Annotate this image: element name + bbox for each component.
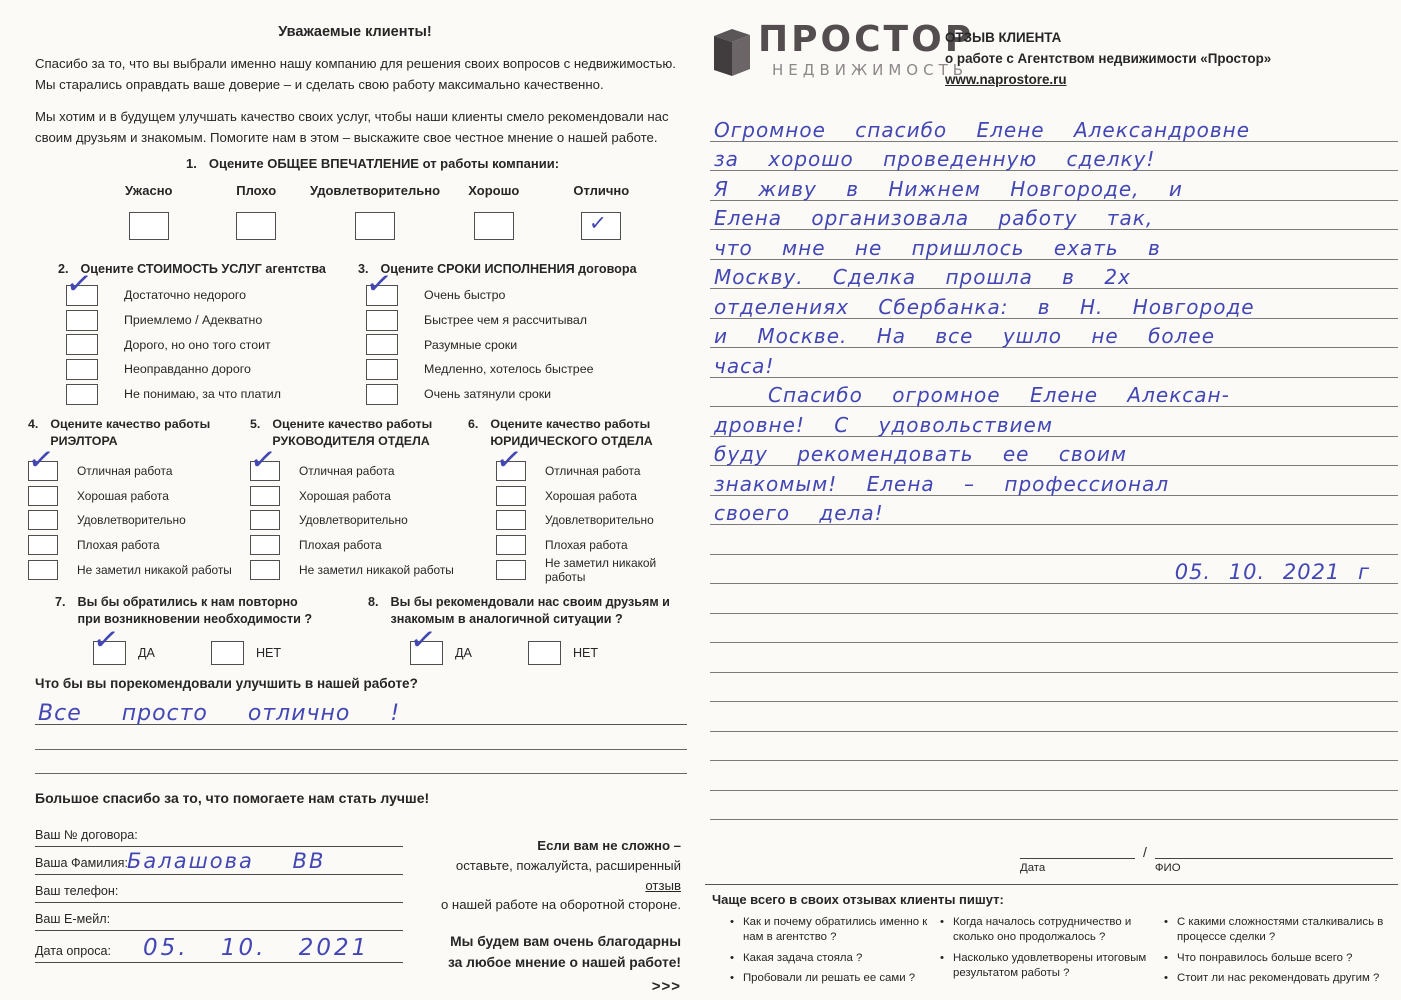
handwritten-line: часа!: [714, 353, 775, 378]
q6-title2: ЮРИДИЧЕСКОГО ОТДЕЛА: [490, 433, 653, 448]
q4-number: 4.: [28, 417, 39, 431]
q1-number: 1.: [186, 156, 197, 171]
ruled-line: [710, 407, 1398, 437]
option-label: Очень быстро: [424, 288, 506, 303]
q2-block: [58, 261, 358, 406]
greeting-title: Уважаемые клиенты!: [278, 24, 432, 40]
q1-option: [95, 183, 202, 240]
option-row: [28, 533, 240, 558]
field-label: Ваш Е-мейл:: [35, 912, 111, 926]
checkbox[interactable]: [366, 334, 398, 355]
ruled-line: [710, 112, 1398, 142]
checkbox[interactable]: [355, 212, 395, 240]
ruled-line: [710, 171, 1398, 201]
q2-title: Оцените СТОИМОСТЬ УСЛУГ агентства: [80, 262, 326, 276]
aside-line1: Если вам не сложно –: [537, 838, 681, 853]
checkbox[interactable]: [366, 359, 398, 380]
aside-thanks1: Мы будем вам очень благодарны: [450, 934, 681, 950]
logo-subtitle: НЕДВИЖИМОСТЬ: [772, 61, 969, 79]
q1-option-label: Плохо: [236, 183, 277, 198]
option-label: ДА: [138, 646, 155, 660]
q2-number: 2.: [58, 262, 69, 276]
checkbox[interactable]: [129, 212, 169, 240]
intro-paragraph-1: Спасибо за то, что вы выбрали именно нашу компанию для решения своих вопросов с недвижимостью. Мы старались оправдать ваше доверие – и сделать свою работу максимально качественно.: [35, 56, 676, 93]
checkbox[interactable]: [250, 510, 280, 530]
option-label: Дорого, но оно того стоит: [124, 337, 271, 352]
q8-options: [410, 641, 688, 665]
checkbox[interactable]: [250, 486, 280, 506]
option-label: Медленно, хотелось быстрее: [424, 362, 594, 377]
footer-hint: • Какая задача стояла ?: [728, 951, 930, 966]
option-label: Неоправданно дорого: [124, 362, 251, 377]
signature-date-line[interactable]: [1020, 840, 1135, 859]
field-label: Ваш № договора:: [35, 828, 138, 842]
q2-heading: [58, 261, 358, 278]
footer-hint: • Что понравилось больше всего ?: [1162, 951, 1387, 966]
q5-options: [250, 458, 464, 581]
q7-title: Вы бы обратились к нам повторно: [77, 595, 298, 609]
field-label: Ваш телефон:: [35, 884, 119, 898]
q7-title2: при возникновении необходимости ?: [77, 612, 313, 626]
option-row: [496, 557, 688, 582]
checkbox[interactable]: [474, 212, 514, 240]
option-label: Хорошая работа: [545, 488, 637, 503]
checkbox[interactable]: [236, 212, 276, 240]
q1-options: [95, 183, 655, 240]
q1-option-label: Ужасно: [124, 183, 173, 198]
footer-hint: • Стоит ли нас рекомендовать другим ?: [1162, 971, 1387, 986]
option-row: [250, 458, 464, 483]
aside-line2-text: оставьте, пожалуйста, расширенный: [455, 857, 681, 873]
ruled-line: [710, 466, 1398, 496]
q8-title2: знакомым в аналогичной ситуации ?: [390, 612, 623, 626]
checkbox[interactable]: [366, 384, 398, 405]
q5-block: [250, 416, 464, 582]
checkbox[interactable]: [581, 212, 621, 240]
ruled-line: [35, 725, 687, 750]
q4-block: [28, 416, 240, 582]
option-row: [366, 283, 668, 308]
checkbox[interactable]: [250, 535, 280, 555]
option-label: Очень затянули сроки: [424, 387, 552, 402]
option-label: Удовлетворительно: [299, 513, 408, 528]
q1-option: [440, 183, 547, 240]
q8-title: Вы бы рекомендовали нас своим друзьям и: [390, 595, 670, 609]
q1-heading: [186, 155, 559, 173]
q4-heading: [28, 416, 240, 449]
ruled-line: [710, 260, 1398, 290]
field-row: [35, 820, 403, 847]
option-label: Плохая работа: [299, 537, 382, 552]
handwritten-line: Я живу в Нижнем Новгороде, и: [714, 176, 1183, 201]
ruled-line: [710, 643, 1398, 673]
handwritten-line: и Москве. На все ушло не более: [714, 324, 1216, 348]
logo-cube-icon: [712, 22, 752, 83]
ruled-line: [35, 750, 687, 774]
field-row: [35, 847, 403, 875]
option-row: [250, 483, 464, 508]
thanks-line: Большое спасибо за то, что помогаете нам стать лучше!: [35, 790, 430, 806]
handwritten-answer: Все просто отлично !: [38, 701, 401, 726]
ruled-line: [710, 525, 1398, 555]
option-row: [66, 283, 358, 308]
ruled-line: [710, 702, 1398, 732]
q1-option-label: Удовлетворительно: [309, 183, 441, 198]
q5-title: Оцените качество работы: [272, 417, 433, 431]
handwritten-line: знакомым! Елена – профессионал: [714, 471, 1170, 496]
field-label: Дата опроса:: [35, 944, 112, 958]
handwritten-date: 05. 10. 2021 г: [1174, 560, 1370, 584]
footer-column-2: [938, 915, 1156, 986]
aside-thanks2: за любое мнение о нашей работе!: [447, 954, 681, 970]
footer-title: Чаще всего в своих отзывах клиенты пишут:: [712, 892, 1004, 907]
option-row: [28, 483, 240, 508]
handwritten-line: Москву. Сделка прошла в 2х: [714, 265, 1131, 289]
handwritten-line: своего дела!: [714, 501, 884, 525]
option-label: Хорошая работа: [299, 488, 391, 503]
footer-column-3: [1162, 915, 1387, 991]
q6-options: [496, 458, 688, 584]
option-row: [66, 357, 358, 382]
option-label: Не понимаю, за что платил: [124, 387, 281, 402]
intro-paragraph-2: Мы хотим и в будущем улучшать качество своих услуг, чтобы наши клиенты смело рекомендовали нас своим друзьям и знакомым. Помогите нам в этом – выскажите свое честное мнение о нашей работе.: [35, 109, 669, 146]
checkbox[interactable]: [366, 310, 398, 331]
field-row: [35, 903, 403, 931]
field-label: Ваша Фамилия:: [35, 856, 128, 870]
checkbox[interactable]: [496, 486, 526, 506]
field-row: [35, 931, 403, 963]
ruled-line: [710, 584, 1398, 614]
q3-title: Оцените СРОКИ ИСПОЛНЕНИЯ договора: [380, 262, 637, 276]
footer-hint: • Когда началось сотрудничество и сколько оно продолжалось ?: [938, 915, 1156, 946]
option-label: Отличная работа: [299, 463, 395, 478]
signature-date: [1020, 840, 1135, 874]
handwritten-line: Елена организовала работу так,: [714, 206, 1154, 230]
option-label: Плохая работа: [77, 537, 160, 552]
option-label: Плохая работа: [545, 537, 628, 552]
handwritten-line: отделениях Сбербанка: в Н. Новгороде: [714, 294, 1255, 319]
footer-divider: [705, 884, 1398, 885]
q7-block: [55, 594, 355, 665]
option-row: [28, 458, 240, 483]
ruled-line: [710, 289, 1398, 319]
ruled-line: [710, 732, 1398, 762]
aside-review-link[interactable]: отзыв: [645, 877, 681, 893]
q7-options: [93, 641, 355, 665]
ruled-line: [710, 142, 1398, 172]
improve-answer-lines: [35, 697, 687, 774]
checkbox[interactable]: [66, 359, 98, 380]
option-row: [366, 357, 668, 382]
checkbox[interactable]: [496, 560, 526, 580]
ruled-line: [710, 319, 1398, 349]
q3-block: [358, 261, 668, 406]
footer-column-1: [728, 915, 930, 991]
option-row: [66, 382, 358, 407]
q6-block: [468, 416, 688, 582]
option-row: [250, 508, 464, 533]
option-row: [496, 508, 688, 533]
ruled-line: [710, 496, 1398, 526]
signature-name: [1155, 840, 1393, 874]
checkbox[interactable]: [66, 285, 98, 306]
ruled-line: [710, 201, 1398, 231]
option-row: [496, 533, 688, 558]
option-label: Приемлемо / Адекватно: [124, 313, 263, 328]
q3-heading: [358, 261, 668, 278]
handwritten-line: Спасибо огромное Елене Алексан-: [768, 383, 1230, 407]
checkbox[interactable]: [410, 641, 443, 665]
q8-block: [368, 594, 688, 665]
q7-number: 7.: [55, 595, 66, 609]
signature-separator: /: [1143, 844, 1147, 860]
checkbox[interactable]: [366, 285, 398, 306]
option-label: Удовлетворительно: [545, 513, 654, 528]
checkbox[interactable]: [528, 641, 561, 665]
option-row: [66, 332, 358, 357]
q6-number: 6.: [468, 417, 479, 431]
q1-option-label: Отлично: [573, 183, 630, 198]
handwritten-line: Огромное спасибо Елене Александровне: [714, 117, 1251, 142]
aside-note: [423, 836, 681, 998]
option-label: Удовлетворительно: [77, 513, 186, 528]
q4-title2: РИЭЛТОРА: [50, 433, 118, 448]
q1-title: Оцените ОБЩЕЕ ВПЕЧАТЛЕНИЕ от работы компании:: [208, 156, 560, 171]
q1-option-label: Хорошо: [468, 183, 520, 198]
header-url[interactable]: www.naprostore.ru: [945, 71, 1067, 87]
handwritten-line: дровне! С удовольствием: [714, 412, 1053, 437]
option-row: [250, 557, 464, 582]
option-label: Хорошая работа: [77, 488, 169, 503]
aside-line2: [423, 856, 681, 896]
option-label: Достаточно недорого: [124, 288, 247, 303]
checkbox[interactable]: [66, 310, 98, 331]
ruled-line: [710, 378, 1398, 408]
ruled-line: [710, 348, 1398, 378]
ruled-line: [710, 555, 1398, 585]
field-row: [35, 875, 403, 903]
option-label: Отличная работа: [77, 463, 173, 478]
footer-hint: • Пробовали ли решать ее сами ?: [728, 971, 930, 986]
header-title: ОТЗЫВ КЛИЕНТА: [945, 30, 1062, 45]
q3-number: 3.: [358, 262, 369, 276]
option-row: [366, 308, 668, 333]
signature-name-label: ФИО: [1154, 862, 1181, 874]
q6-title: Оцените качество работы: [490, 417, 651, 431]
q1-option: [548, 183, 655, 240]
ruled-line: [710, 614, 1398, 644]
handwritten-line: буду рекомендовать ее своим: [714, 442, 1127, 466]
field-value[interactable]: 05. 10. 2021: [143, 935, 370, 961]
option-row: [66, 308, 358, 333]
form-header: [945, 28, 1385, 90]
handwritten-line: что мне не пришлось ехать в: [714, 235, 1161, 260]
ruled-line: [710, 437, 1398, 467]
q1-option: [202, 183, 309, 240]
improve-question: Что бы вы порекомендовали улучшить в нашей работе?: [35, 676, 418, 691]
signature-row: [1020, 840, 1393, 874]
q5-title2: РУКОВОДИТЕЛЯ ОТДЕЛА: [272, 433, 430, 448]
prostor-logo: [712, 19, 975, 83]
checkbox[interactable]: [28, 535, 58, 555]
option-row: [496, 458, 688, 483]
ruled-line: [710, 673, 1398, 703]
checkbox[interactable]: [66, 334, 98, 355]
handwritten-line: за хорошо проведенную сделку!: [714, 147, 1156, 171]
option-row: [28, 508, 240, 533]
q5-number: 5.: [250, 417, 261, 431]
ruled-line: [710, 230, 1398, 260]
option-label: Не заметил никакой работы: [545, 555, 657, 584]
ruled-line: [710, 761, 1398, 791]
option-label: НЕТ: [255, 646, 282, 660]
option-label: Быстрее чем я рассчитывал: [424, 313, 588, 328]
option-row: [366, 332, 668, 357]
contact-fields: [35, 820, 403, 963]
q2-options: [66, 283, 358, 406]
option-row: [28, 557, 240, 582]
option-label: Не заметил никакой работы: [77, 562, 232, 577]
ruled-line: [710, 791, 1398, 821]
checkbox[interactable]: [28, 486, 58, 506]
checkbox[interactable]: [250, 560, 280, 580]
q8-number: 8.: [368, 595, 379, 609]
q3-options: [366, 283, 668, 406]
checkbox[interactable]: [250, 461, 280, 481]
q4-title: Оцените качество работы: [50, 417, 211, 431]
q4-options: [28, 458, 240, 581]
footer-hint: • Как и почему обратились именно к нам в агентство ?: [728, 915, 930, 946]
header-subtitle: о работе с Агентством недвижимости «Простор»: [945, 50, 1272, 66]
q1-option: [310, 183, 440, 240]
review-lines-area: [710, 112, 1398, 820]
checkbox[interactable]: [211, 641, 244, 665]
footer-hint: • С какими сложностями сталкивались в процессе сделки ?: [1162, 915, 1387, 946]
signature-date-label: Дата: [1020, 862, 1046, 874]
checkbox[interactable]: [93, 641, 126, 665]
checkbox[interactable]: [28, 510, 58, 530]
logo-name: ПРОСТОР: [758, 19, 975, 60]
checkbox[interactable]: [66, 384, 98, 405]
field-value[interactable]: Балашова ВВ: [127, 849, 326, 873]
option-row: [250, 533, 464, 558]
footer-hint: • Насколько удовлетворены итоговым результатом работы ?: [938, 951, 1156, 982]
option-label: Отличная работа: [545, 463, 641, 478]
signature-name-line[interactable]: [1155, 840, 1393, 859]
ruled-line: [35, 697, 687, 725]
q5-heading: [250, 416, 464, 449]
checkbox[interactable]: [28, 560, 58, 580]
checkbox[interactable]: [496, 510, 526, 530]
checkbox[interactable]: [496, 535, 526, 555]
option-label: НЕТ: [572, 646, 599, 660]
aside-arrows: >>>: [651, 977, 681, 995]
option-row: [366, 382, 668, 407]
option-label: Разумные сроки: [424, 337, 518, 352]
checkbox[interactable]: [28, 461, 58, 481]
option-label: ДА: [455, 646, 472, 660]
aside-line3: о нашей работе на оборотной стороне.: [440, 897, 681, 913]
option-label: Не заметил никакой работы: [299, 562, 454, 577]
checkbox[interactable]: [496, 461, 526, 481]
option-row: [496, 483, 688, 508]
